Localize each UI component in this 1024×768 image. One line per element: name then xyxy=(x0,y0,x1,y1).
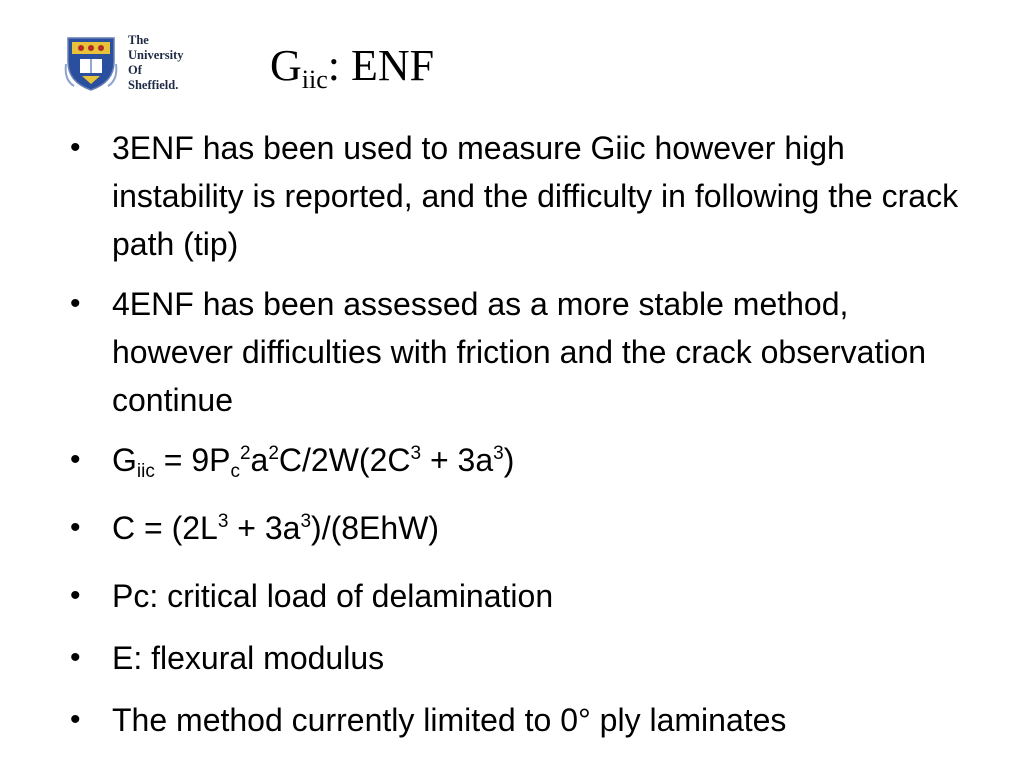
bullet-item xyxy=(70,572,970,620)
bullet-item xyxy=(70,634,970,682)
bullet-text: 4ENF has been assessed as a more stable method, however difficulties with friction and the crack observation continue xyxy=(112,286,927,418)
bullet-icon: • xyxy=(70,641,81,674)
bullet-text: E: flexural modulus xyxy=(112,640,385,676)
formula-subscript: c xyxy=(230,461,240,482)
title-subscript: iic xyxy=(301,65,328,94)
formula-part: C = (2L xyxy=(112,510,218,546)
logo-line-4: Sheffield. xyxy=(128,78,179,92)
bullet-icon: • xyxy=(70,131,81,164)
formula-superscript: 2 xyxy=(239,443,251,464)
formula-part: + 3a xyxy=(228,510,301,546)
formula-c xyxy=(112,510,439,546)
bullet-item xyxy=(70,280,970,424)
bullet-icon: • xyxy=(70,511,81,544)
formula-superscript: 3 xyxy=(217,511,229,532)
formula-superscript: 3 xyxy=(410,443,422,464)
formula-superscript: 3 xyxy=(300,511,312,532)
bullet-icon: • xyxy=(70,287,81,320)
formula-part: G xyxy=(112,442,137,478)
slide-title xyxy=(270,38,434,100)
bullet-list xyxy=(70,124,970,758)
formula-superscript: 2 xyxy=(268,443,279,464)
logo-line-2: University xyxy=(128,48,184,62)
logo-line-1: The xyxy=(128,33,149,47)
formula-part: = 9P xyxy=(154,442,231,478)
university-logo xyxy=(62,30,202,96)
bullet-item-formula-c xyxy=(70,504,970,558)
title-main: G xyxy=(270,41,302,90)
formula-part: )/(8EhW) xyxy=(311,510,440,546)
formula-subscript: iic xyxy=(136,461,155,482)
formula-part: a xyxy=(250,442,269,478)
bullet-icon: • xyxy=(70,443,81,476)
logo-line-3: Of xyxy=(128,63,142,77)
bullet-text: 3ENF has been used to measure Giic however high instability is reported, and the difficulty in following the crack path (tip) xyxy=(112,130,959,262)
formula-part: ) xyxy=(503,442,515,478)
bullet-icon: • xyxy=(70,703,81,736)
bullet-item-formula-giic xyxy=(70,436,970,490)
bullet-item xyxy=(70,124,970,268)
bullet-item xyxy=(70,696,970,744)
formula-giic xyxy=(112,442,515,482)
bullet-text: The method currently limited to 0° ply laminates xyxy=(112,702,787,738)
formula-superscript: 3 xyxy=(493,443,504,464)
bullet-text: Pc: critical load of delamination xyxy=(112,578,554,614)
university-wordmark xyxy=(128,33,184,93)
title-rest: : ENF xyxy=(327,41,435,90)
formula-part: + 3a xyxy=(421,442,494,478)
university-crest-icon xyxy=(64,32,118,92)
formula-part: C/2W(2C xyxy=(278,442,411,478)
bullet-icon: • xyxy=(70,579,81,612)
